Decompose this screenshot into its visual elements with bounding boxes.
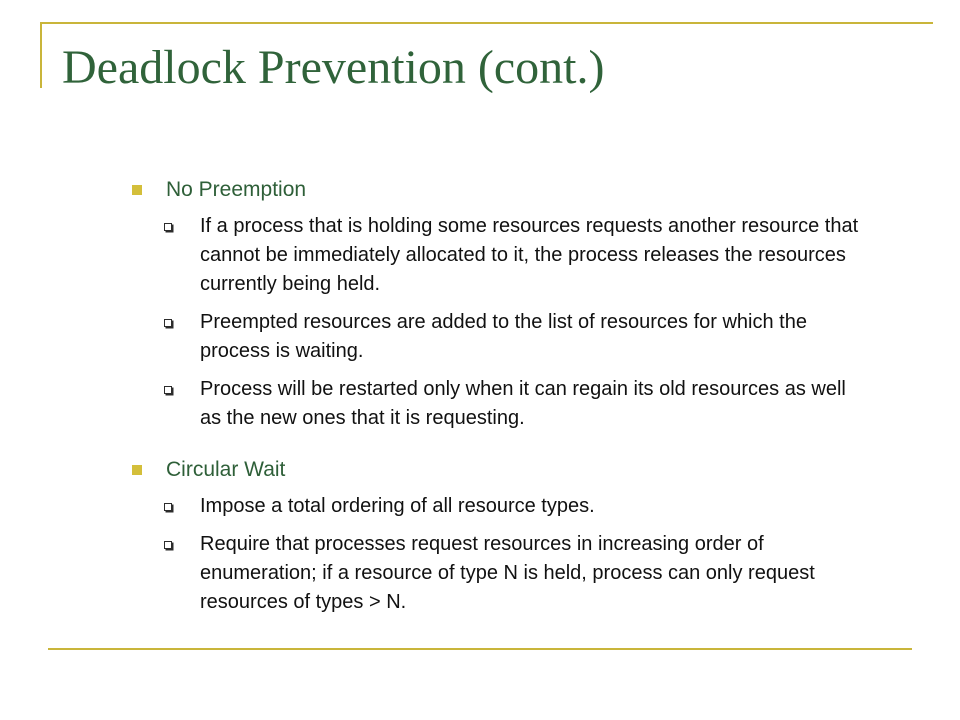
section-heading: Circular Wait	[166, 458, 286, 481]
list-item	[128, 492, 868, 521]
list-item-text: Process will be restarted only when it can regain its old resources as well as the new ones that it is requesting.	[200, 378, 846, 429]
list-item-text: If a process that is holding some resources requests another resource that cannot be immediately allocated to it, the process releases the resources currently being held.	[200, 215, 859, 295]
list-item-text: Require that processes request resources in increasing order of enumeration; if a resource of type N is held, process can only request resources of types > N.	[200, 533, 815, 613]
hollow-square-bullet-icon	[164, 386, 172, 394]
square-bullet-icon	[132, 185, 142, 195]
bottom-rule	[48, 648, 912, 650]
hollow-square-bullet-icon	[164, 541, 172, 549]
list-item	[128, 530, 868, 617]
left-rule	[40, 22, 42, 88]
top-rule	[40, 22, 933, 24]
list-item-text: Preempted resources are added to the list of resources for which the process is waiting.	[200, 311, 807, 362]
circular-wait-points	[128, 492, 868, 617]
slide-body	[128, 170, 868, 626]
square-bullet-icon	[132, 465, 142, 475]
list-item	[128, 308, 868, 366]
list-item-text: Impose a total ordering of all resource types.	[200, 495, 595, 517]
hollow-square-bullet-icon	[164, 319, 172, 327]
section-circular-wait	[128, 450, 868, 490]
hollow-square-bullet-icon	[164, 503, 172, 511]
slide-title: Deadlock Prevention (cont.)	[62, 41, 605, 94]
hollow-square-bullet-icon	[164, 223, 172, 231]
section-no-preemption	[128, 170, 868, 210]
list-item	[128, 375, 868, 433]
section-heading: No Preemption	[166, 178, 307, 201]
no-preemption-points	[128, 212, 868, 433]
list-item	[128, 212, 868, 299]
